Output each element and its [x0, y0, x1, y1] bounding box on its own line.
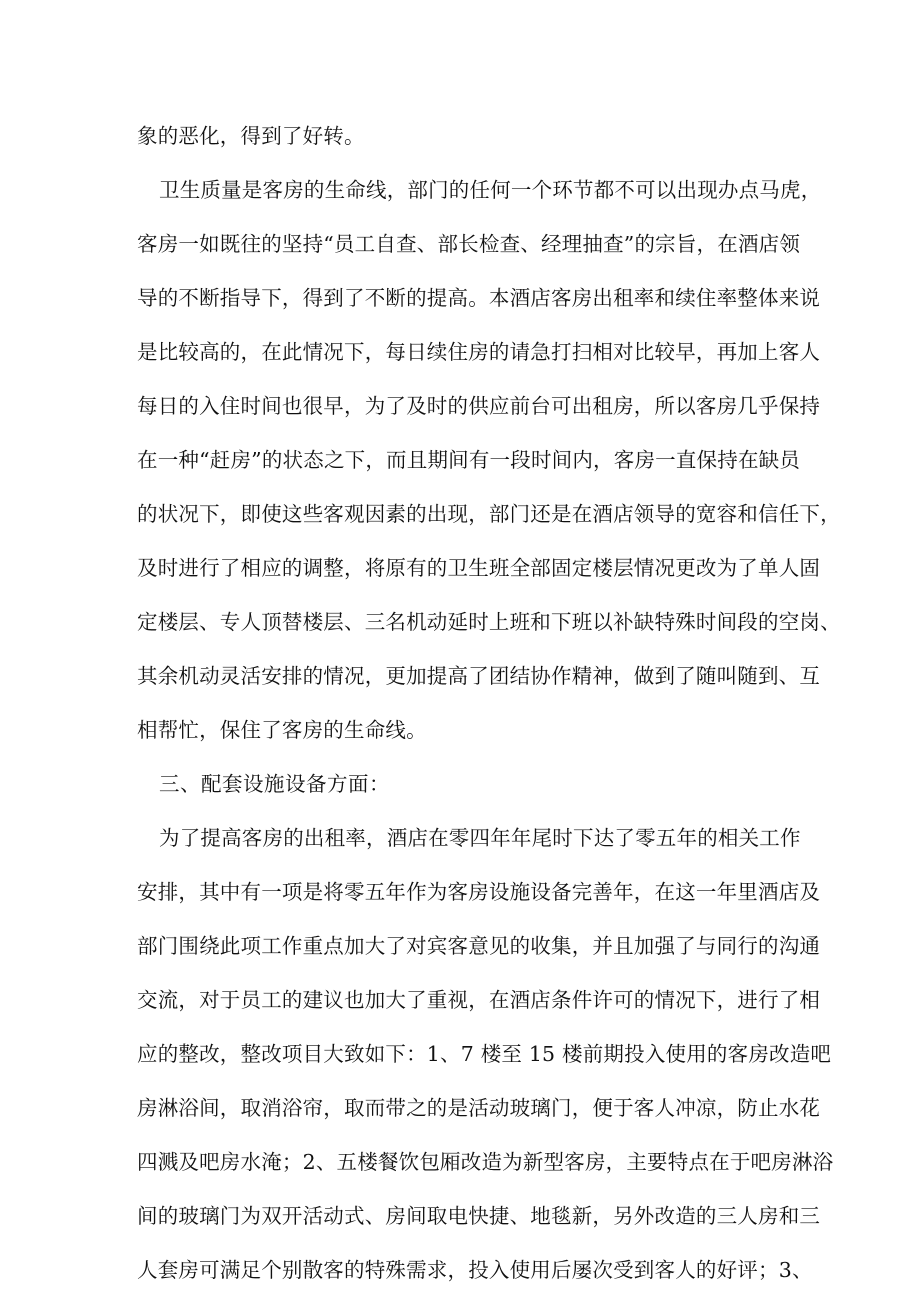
text-line-11: 其余机动灵活安排的情况，更加提高了团结协作精神，做到了随叫随到、互	[137, 664, 821, 688]
text-line-21: 间的玻璃门为双开活动式、房间取电快捷、地毯新，另外改造的三人房和三	[137, 1204, 821, 1228]
text-line-16: 部门围绕此项工作重点加大了对宾客意见的收集，并且加强了与同行的沟通	[137, 934, 821, 958]
text-line-2: 卫生质量是客房的生命线，部门的任何一个环节都不可以出现办点马虎，	[159, 178, 822, 202]
text-line-10: 定楼层、专人顶替楼层、三名机动延时上班和下班以补缺特殊时间段的空岗、	[137, 610, 841, 634]
text-line-12: 相帮忙，保住了客房的生命线。	[137, 718, 427, 742]
text-line-4: 导的不断指导下，得到了不断的提高。本酒店客房出租率和续住率整体来说	[137, 286, 821, 310]
text-line-1: 象的恶化，得到了好转。	[137, 124, 365, 148]
text-line-19: 房淋浴间，取消浴帘，取而带之的是活动玻璃门，便于客人冲凉，防止水花	[137, 1096, 821, 1120]
text-line-14: 为了提高客房的出租率，酒店在零四年年尾时下达了零五年的相关工作	[159, 826, 801, 850]
text-line-15: 安排，其中有一项是将零五年作为客房设施设备完善年，在这一年里酒店及	[137, 880, 821, 904]
text-line-17: 交流，对于员工的建议也加大了重视，在酒店条件许可的情况下，进行了相	[137, 988, 821, 1012]
text-line-9: 及时进行了相应的调整，将原有的卫生班全部固定楼层情况更改为了单人固	[137, 556, 821, 580]
text-line-22: 人套房可满足个别散客的特殊需求，投入使用后屡次受到客人的好评；3、	[137, 1258, 813, 1282]
text-line-6: 每日的入住时间也很早，为了及时的供应前台可出租房，所以客房几乎保持	[137, 394, 821, 418]
text-line-8: 的状况下，即使这些客观因素的出现，部门还是在酒店领导的宽容和信任下，	[137, 502, 841, 526]
text-line-7: 在一种“赶房”的状态之下，而且期间有一段时间内，客房一直保持在缺员	[137, 448, 801, 472]
text-line-20: 四溅及吧房水淹；2、五楼餐饮包厢改造为新型客房，主要特点在于吧房淋浴	[137, 1150, 834, 1174]
section-heading: 三、配套设施设备方面：	[159, 772, 390, 796]
text-line-3: 客房一如既往的坚持“员工自查、部长检查、经理抽查”的宗旨，在酒店领	[137, 232, 801, 256]
text-line-18: 应的整改，整改项目大致如下：1、7 楼至 15 楼前期投入使用的客房改造吧	[137, 1042, 832, 1066]
text-line-5: 是比较高的，在此情况下，每日续住房的请急打扫相对比较早，再加上客人	[137, 340, 821, 364]
